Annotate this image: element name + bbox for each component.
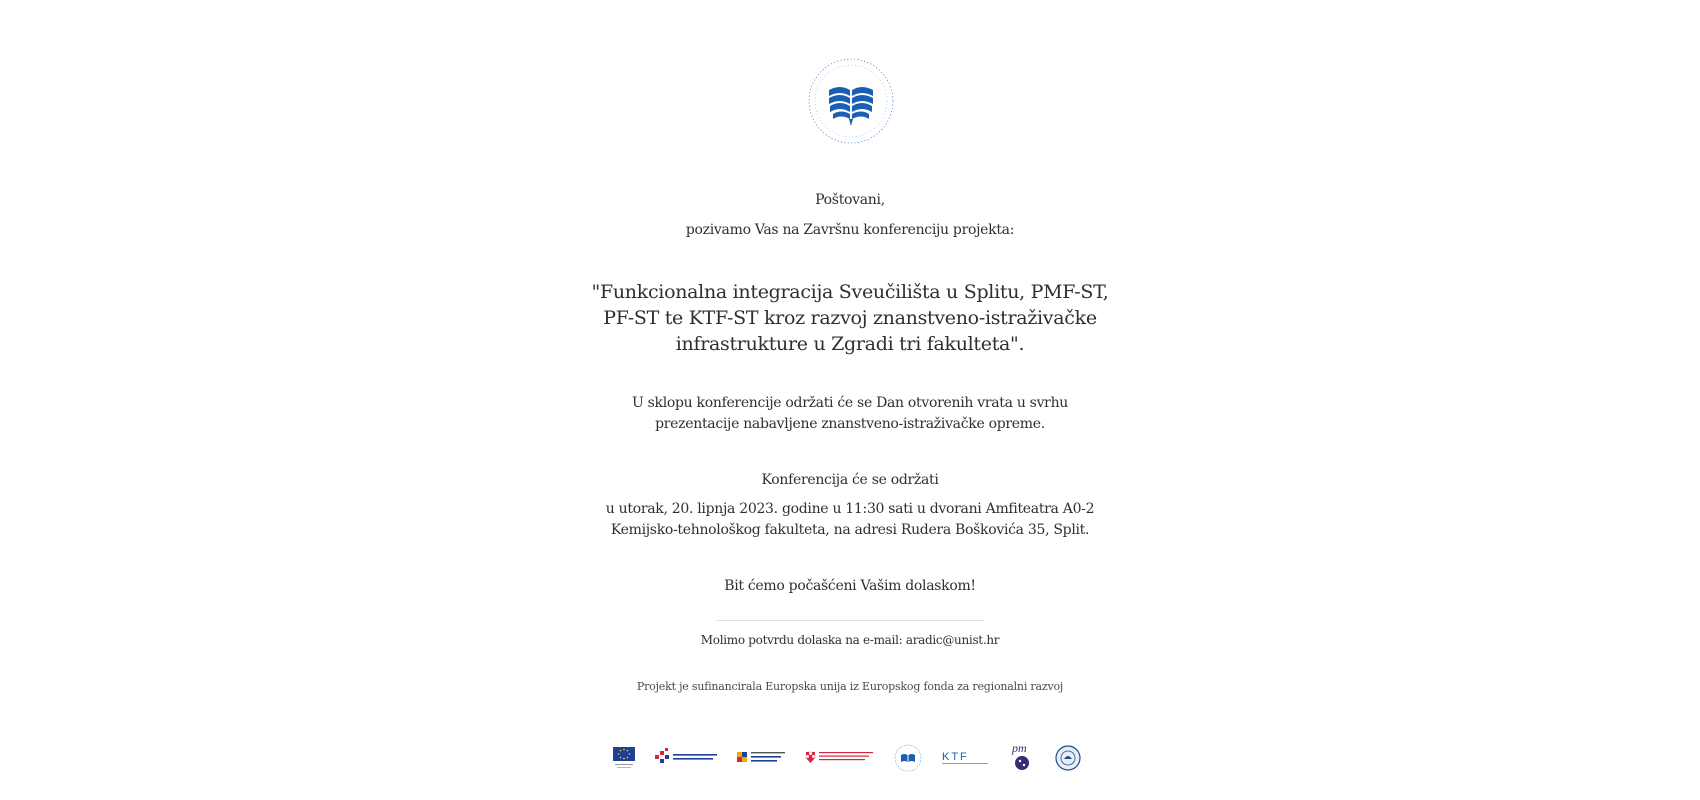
eu-structural-funds-icon	[653, 740, 719, 776]
project-title-line: PF-ST te KTF-ST kroz razvoj znanstveno-istraživačke	[603, 307, 1097, 329]
university-seal-small-icon	[893, 740, 923, 776]
university-of-split-seal-icon	[806, 56, 896, 146]
honored-text: Bit ćemo počašćeni Vašim dolaskom!	[724, 578, 976, 594]
project-title	[0, 279, 1700, 357]
greeting: Poštovani,	[815, 192, 885, 208]
conference-details-line: Kemijsko-tehnološkog fakulteta, na adresi Rudera Boškovića 35, Split.	[610, 522, 1090, 538]
open-day-line: U sklopu konferencije održati će se Dan otvorenih vrata u svrhu	[631, 395, 1069, 411]
operational-programme-icon	[736, 740, 788, 776]
invitation-text: pozivamo Vas na Završnu konferenciju projekta:	[685, 222, 1015, 238]
svg-text:pm: pm	[1011, 741, 1027, 755]
rsvp-text: Molimo potvrdu dolaska na e-mail: aradic@unist.hr	[700, 633, 1000, 647]
pmf-logo-icon	[1009, 740, 1037, 776]
partner-logos	[612, 740, 1082, 776]
conference-details	[0, 499, 1700, 541]
funding-text: Projekt je sufinancirala Europska unija iz Europskog fonda za regionalni razvoj	[636, 680, 1064, 693]
ktf-logo-icon	[940, 740, 992, 776]
eu-flag-icon	[612, 740, 636, 776]
open-day-paragraph	[0, 393, 1700, 435]
svg-text:KTF: KTF	[941, 751, 969, 763]
conference-details-line: u utorak, 20. lipnja 2023. godine u 11:30 sati u dvorani Amfiteatra A0-2	[605, 501, 1095, 517]
project-title-line: "Funkcionalna integracija Sveučilišta u Splitu, PMF-ST,	[591, 281, 1109, 303]
project-title-line: infrastrukture u Zgradi tri fakulteta".	[675, 333, 1025, 355]
conference-intro: Konferencija će se održati	[761, 472, 939, 488]
divider	[716, 620, 984, 621]
faculty-seal-icon	[1054, 740, 1082, 776]
open-day-line: prezentacije nabavljene znanstveno-istraživačke opreme.	[655, 416, 1045, 432]
croatia-ministry-icon	[805, 740, 875, 776]
